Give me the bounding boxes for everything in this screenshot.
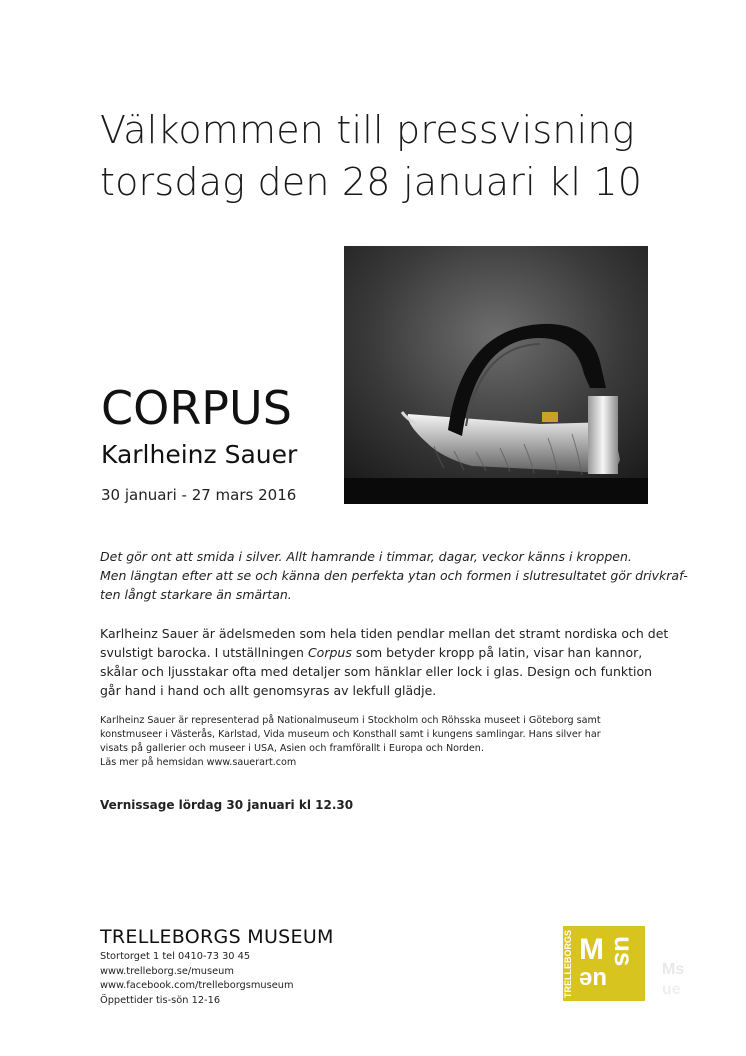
representation-line-2: konstmuseer i Västerås, Karlstad, Vida museum och Konsthall samt i kungens samlingar. Hans silver har — [100, 729, 601, 740]
svg-text:Ms: Ms — [662, 961, 685, 978]
svg-text:ue: ue — [578, 966, 607, 993]
intro-line-1: Karlheinz Sauer är ädelsmeden som hela tiden pendlar mellan det stramt nordiska och det — [100, 626, 669, 641]
heading-line-2: torsdag den 28 januari kl 10 — [100, 160, 643, 204]
website-line: Läs mer på hemsidan www.sauerart.com — [100, 757, 297, 768]
representation-line-3: visats på gallerier och museer i USA, Asien och framförallt i Europa och Norden. — [100, 743, 484, 754]
quote-line-2: Men längtan efter att se och känna den perfekta ytan och formen i slutresultatet gör drivkraf- — [100, 568, 688, 583]
heading-line-1: Välkommen till pressvisning — [100, 108, 635, 152]
quote-line-3: ten långt starkare än smärtan. — [100, 587, 292, 602]
representation-line-1: Karlheinz Sauer är representerad på Nationalmuseum i Stockholm och Röhsska museet i Göteborg samt — [100, 715, 601, 726]
contact-facebook: www.facebook.com/trelleborgsmuseum — [100, 980, 294, 991]
intro-line-2 — [100, 643, 652, 662]
contact-website: www.trelleborg.se/museum — [100, 965, 234, 977]
exhibition-title: CORPUS — [101, 381, 292, 435]
contact-opening-hours: Öppettider tis-sön 12-16 — [100, 994, 221, 1006]
silver-teapot-photo — [344, 246, 648, 504]
svg-text:us: us — [609, 936, 639, 967]
exhibition-dates: 30 januari - 27 mars 2016 — [101, 486, 297, 504]
intro-line-2-start: svulstigt barocka. I utställningen — [100, 645, 308, 660]
svg-text:TRELLEBORGS: TRELLEBORGS — [563, 929, 573, 998]
museum-contact — [100, 950, 294, 1008]
intro-paragraph — [100, 624, 669, 700]
svg-text:M: M — [579, 933, 604, 966]
svg-text:ue: ue — [662, 981, 681, 998]
vernissage-info: Vernissage lördag 30 januari kl 12.30 — [100, 798, 354, 812]
quote-line-1: Det gör ont att smida i silver. Allt hamrande i timmar, dagar, veckor känns i kroppen. — [100, 549, 632, 564]
museum-logo — [563, 926, 645, 1001]
logo-watermark — [660, 958, 708, 1002]
corpus-italic: Corpus — [307, 645, 352, 660]
intro-line-2-end: som betyder kropp på latin, visar han kannor, — [351, 645, 643, 660]
exhibition-artist: Karlheinz Sauer — [101, 440, 298, 469]
press-heading — [100, 104, 642, 208]
artist-quote — [100, 547, 688, 604]
intro-line-4: går hand i hand och allt genomsyras av lekfull glädje. — [100, 683, 437, 698]
intro-line-3: skålar och ljusstakar ofta med detaljer som hänklar eller lock i glas. Design och funktion — [100, 664, 653, 679]
museum-name: TRELLEBORGS MUSEUM — [100, 926, 334, 948]
representation-paragraph — [100, 714, 660, 770]
contact-address-phone: Stortorget 1 tel 0410-73 30 45 — [100, 951, 251, 962]
